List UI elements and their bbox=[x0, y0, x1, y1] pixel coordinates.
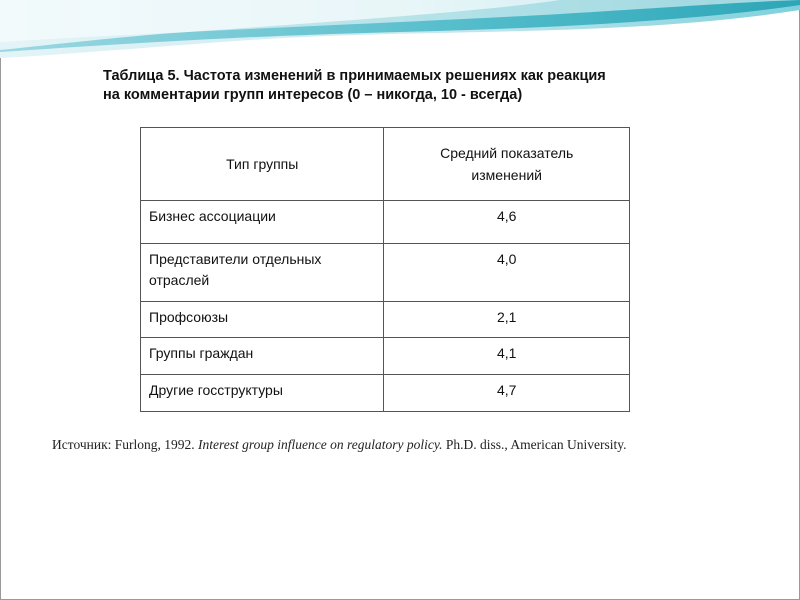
data-table bbox=[140, 127, 630, 412]
table-title-line-1: Таблица 5. Частота изменений в принимаемых решениях как реакция bbox=[103, 68, 606, 84]
table-title bbox=[103, 67, 703, 105]
group-type-cell: Профсоюзы bbox=[141, 302, 384, 338]
table-title-line-2: на комментарии групп интересов (0 – никогда, 10 - всегда) bbox=[103, 87, 523, 103]
column-header-group-type: Тип группы bbox=[141, 128, 384, 201]
table-row bbox=[141, 201, 630, 244]
table-row bbox=[141, 302, 630, 338]
average-value-cell: 4,1 bbox=[384, 338, 630, 375]
table-row bbox=[141, 244, 630, 302]
column-header-average-change: Средний показатель изменений bbox=[384, 128, 630, 201]
table-row bbox=[141, 338, 630, 375]
header-wave-decoration bbox=[0, 0, 800, 62]
average-value-cell: 4,7 bbox=[384, 375, 630, 412]
group-type-cell: Бизнес ассоциации bbox=[141, 201, 384, 244]
average-value-cell: 4,0 bbox=[384, 244, 630, 302]
source-suffix: Ph.D. diss., American University. bbox=[442, 437, 627, 452]
group-type-cell: Группы граждан bbox=[141, 338, 384, 375]
group-type-cell: Представители отдельных отраслей bbox=[141, 244, 384, 302]
group-type-cell: Другие госструктуры bbox=[141, 375, 384, 412]
table-row bbox=[141, 375, 630, 412]
average-value-cell: 4,6 bbox=[384, 201, 630, 244]
source-title: Interest group influence on regulatory policy. bbox=[198, 437, 443, 452]
table-header-row bbox=[141, 128, 630, 201]
source-citation bbox=[52, 437, 792, 453]
average-value-cell: 2,1 bbox=[384, 302, 630, 338]
source-prefix: Источник: Furlong, 1992. bbox=[52, 437, 199, 452]
